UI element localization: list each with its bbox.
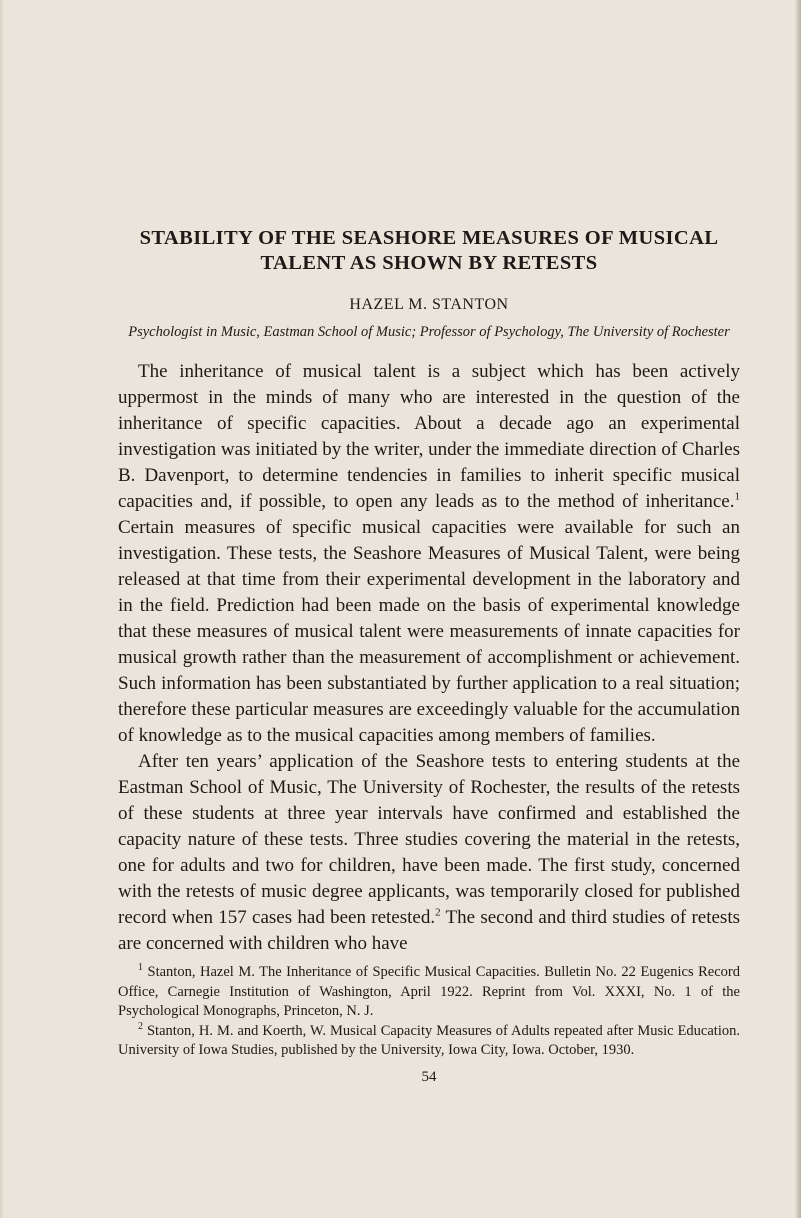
- footnote-1: [118, 963, 740, 1022]
- footnote-ref-1: 1: [734, 490, 740, 503]
- footnote-2: [118, 1022, 740, 1061]
- paragraph-2-text-a: After ten years’ application of the Seashore tests to entering students at the Eastman School of Music, The University of Rochester, the results of the retests of these students at three year intervals have confirmed and established the capacity nature of these tests. Three studies covering the material in the retests, one for adults and two for children, have been made. The first study, concerned with the retests of music degree applicants, was temporarily closed for published record when 157 cases had been retested.: [118, 751, 740, 928]
- footnote-2-text: Stanton, H. M. and Koerth, W. Musical Capacity Measures of Adults repeated after Music Education. University of Iowa Studies, published by the University, Iowa City, Iowa. October, 1930.: [118, 1022, 740, 1058]
- footnote-1-text: Stanton, Hazel M. The Inheritance of Specific Musical Capacities. Bulletin No. 22 Eugenics Record Office, Carnegie Institution of Washington, April 1922. Reprint from Vol. XXXI, No. 1 of the Psychological Monographs, Princeton, N. J.: [118, 964, 740, 1019]
- author-affiliation: Psychologist in Music, Eastman School of Music; Professor of Psychology, The University of Rochester: [128, 324, 730, 340]
- page-number: 54: [421, 1068, 437, 1085]
- footnote-2-mark: 2: [138, 1020, 143, 1032]
- paragraph-1-text-a: The inheritance of musical talent is a subject which has been actively uppermost in the minds of many who are interested in the question of the inheritance of specific capacities. About a decade ago an experimental investigation was initiated by the writer, under the immediate direction of Charles B. Davenport, to determine tendencies in families to inherit specific musical capacities and, if possible, to open any leads as to the method of inheritance.: [118, 361, 740, 512]
- body-text: [118, 359, 740, 957]
- footnote-ref-2: 2: [435, 906, 441, 919]
- article-title: STABILITY OF THE SEASHORE MEASURES OF MUSICAL TALENT AS SHOWN BY RETESTS: [139, 227, 719, 274]
- paragraph-1: [118, 359, 740, 749]
- paragraph-2-text-b: The second and third studies of retests are concerned with children who have: [118, 907, 740, 954]
- author-name: HAZEL M. STANTON: [349, 296, 509, 313]
- footnote-1-mark: 1: [138, 962, 143, 974]
- page-edge-left: [0, 0, 4, 1218]
- paragraph-1-text-b: Certain measures of specific musical capacities were available for such an investigation. These tests, the Seashore Measures of Musical Talent, were being released at that time from their experimental development in the laboratory and in the field. Prediction had been made on the basis of experimental knowledge that these measures of musical talent were measurements of innate capacities for musical growth rather than the measurement of accomplishment or achievement. Such information has been substantiated by further application to a real situation; therefore these particular measures are exceedingly valuable for the accumulation of knowledge as to the musical capacities among members of families.: [118, 517, 740, 746]
- footnotes: [118, 963, 740, 1061]
- article: [118, 226, 740, 1086]
- paragraph-2: [118, 749, 740, 957]
- page-edge-right: [795, 0, 801, 1218]
